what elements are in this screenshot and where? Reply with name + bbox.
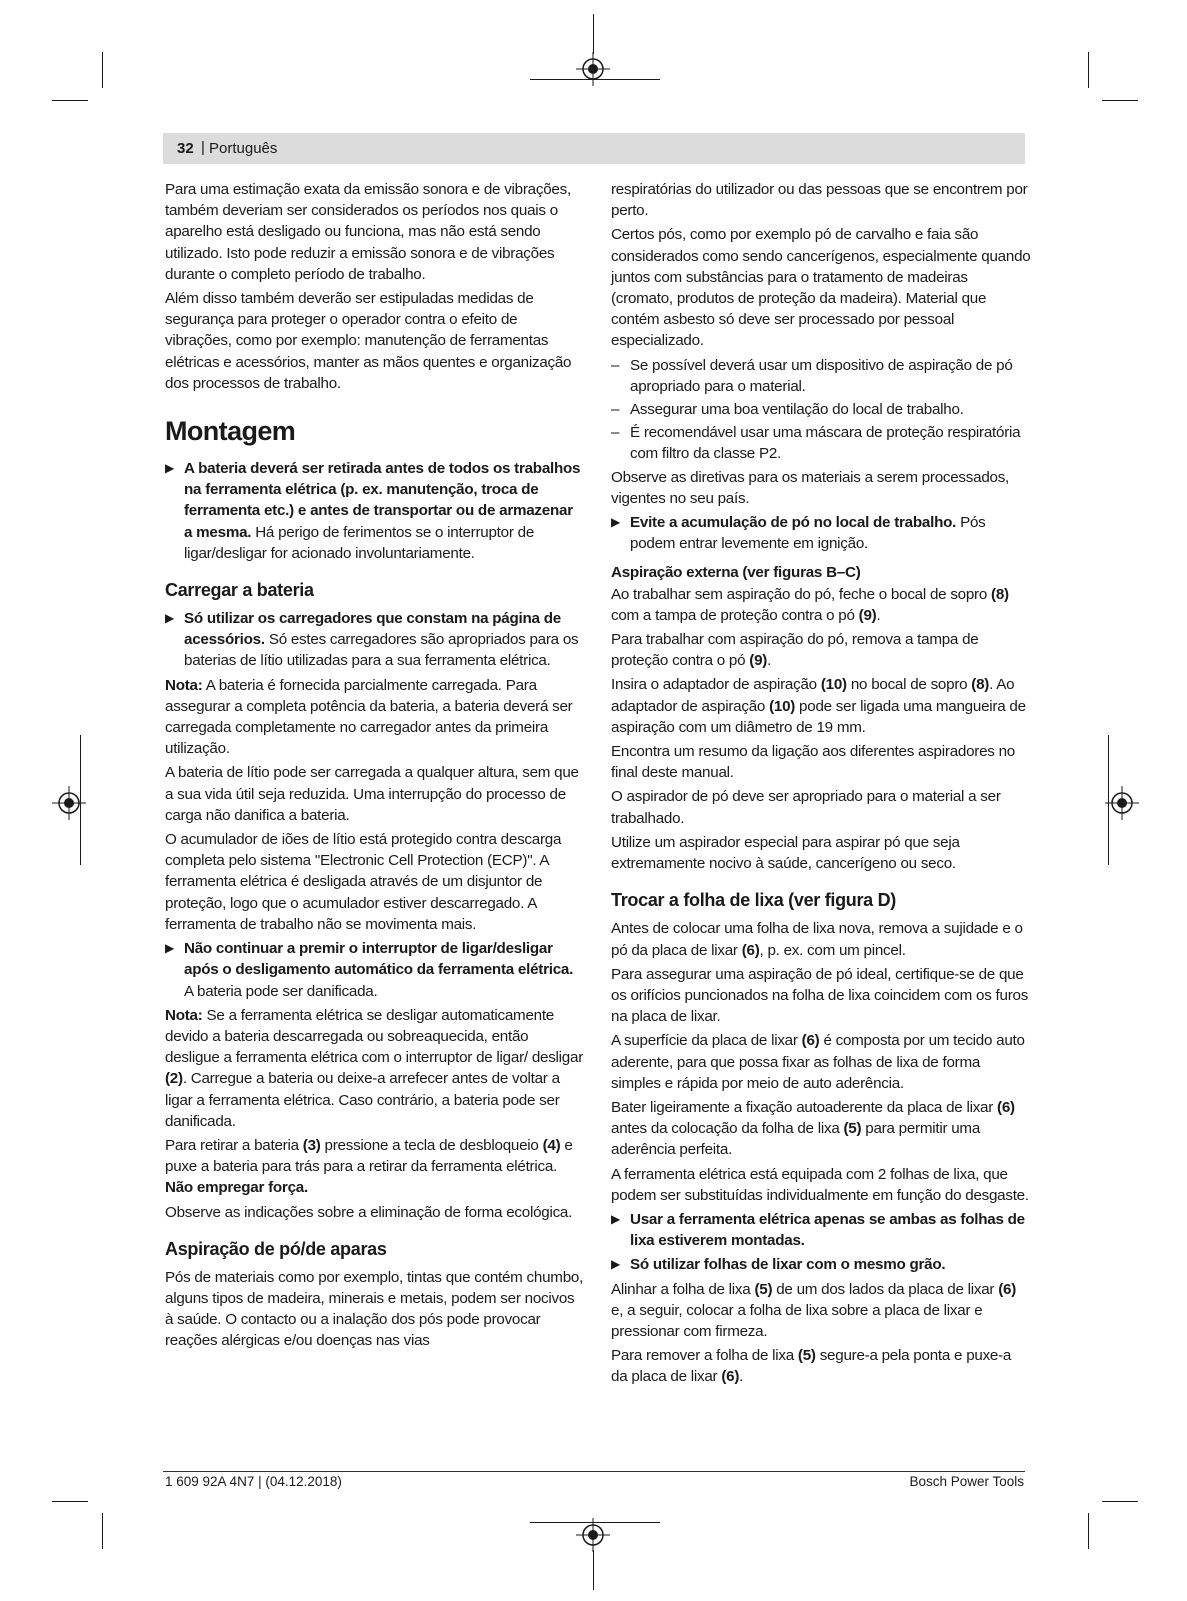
warning-bullet <box>165 458 585 564</box>
note-paragraph <box>165 675 585 760</box>
bullet-bold: Usar a ferramenta elétrica apenas se ambas as folhas de lixa estiverem montadas. <box>630 1210 1025 1250</box>
paragraph <box>611 918 1031 960</box>
paragraph: Observe as indicações sobre a eliminação de forma ecológica. <box>165 1203 573 1221</box>
dash-text: Assegurar uma boa ventilação do local de trabalho. <box>630 401 964 419</box>
bullet-text: Só estes carregadores são apropriados para os baterias de lítio utilizadas para a sua ferramenta elétrica. <box>184 631 579 670</box>
paragraph <box>611 1345 1031 1387</box>
paragraph: Para assegurar uma aspiração de pó ideal, certifique-se de que os orifícios puncionados na folha de lixa coincidem com os furos na placa de lixar. <box>611 965 1029 1026</box>
paragraph: O acumulador de iões de lítio está protegido contra descarga completa pelo sistema "Electronic Cell Protection (ECP)". A ferramenta elétrica é desligada através de um disjuntor de proteção, logo que o acumulador estiver descarregado. A ferramenta de trabalho não se movimenta mais. <box>165 831 562 933</box>
section-heading-montagem: Montagem <box>165 416 296 447</box>
text: de um dos lados da placa de lixar <box>772 1280 999 1298</box>
paragraph: Utilize um aspirador especial para aspirar pó que seja extremamente nocivo à saúde, cancerígeno ou seco. <box>611 833 960 873</box>
subheading-aspiracao: Aspiração de pó/de aparas <box>165 1238 387 1259</box>
ref-number: (2) <box>165 1070 183 1088</box>
text: Para retirar a bateria <box>165 1136 303 1154</box>
registration-line <box>593 14 594 54</box>
text: Antes de colocar uma folha de lixa nova, remova a sujidade e o pó da placa de lixar <box>611 920 1023 959</box>
header-separator: | <box>201 139 205 156</box>
dash-item <box>611 355 1031 397</box>
registration-bottom-icon <box>576 1518 610 1552</box>
paragraph <box>611 674 1031 738</box>
crop-mark <box>1088 1513 1089 1549</box>
crop-mark <box>1102 1501 1138 1502</box>
footer-divider <box>163 1471 1025 1472</box>
text: pode ser ligada uma mangueira de aspiração com um diâmetro de 19 mm. <box>611 697 1026 736</box>
paragraph: Observe as diretivas para os materiais a serem processados, vigentes no seu país. <box>611 468 1010 507</box>
paragraph: A ferramenta elétrica está equipada com 2 folhas de lixa, que podem ser substituídas individualmente em função do desgaste. <box>611 1165 1029 1204</box>
ref-number: (4) <box>542 1136 561 1154</box>
text: . <box>876 606 881 624</box>
crop-mark <box>102 1513 103 1549</box>
registration-line <box>530 1522 660 1523</box>
text: Ao trabalhar sem aspiração do pó, feche o bocal de sopro <box>611 585 992 603</box>
bullet-bold: A bateria deverá ser retirada antes de todos os trabalhos na ferramenta elétrica (p. ex. manutenção, troca de ferramenta etc.) e antes de transportar ou de armazenar a mesma. <box>184 460 581 541</box>
text: A superfície da placa de lixar <box>611 1032 802 1050</box>
note-label: Nota: <box>165 1006 203 1024</box>
paragraph: A bateria de lítio pode ser carregada a qualquer altura, sem que a sua vida útil seja reduzida. Uma interrupção do processo de carga não danifica a bateria. <box>165 764 579 824</box>
triangle-right-icon: ▶ <box>611 515 620 530</box>
paragraph <box>611 1097 1031 1161</box>
note-text: . Carregue a bateria ou deixe-a arrefecer antes de voltar a ligar a ferramenta elétrica. Caso contrário, a bateria pode ser danificada. <box>165 1070 560 1130</box>
triangle-right-icon: ▶ <box>165 461 174 476</box>
crop-mark <box>1088 52 1089 88</box>
ref-number: (10) <box>769 697 796 715</box>
bullet-bold: Só utilizar os carregadores que constam na página de acessórios. <box>184 610 561 649</box>
ref-number: (3) <box>302 1136 321 1154</box>
ref-number: (6) <box>741 941 760 959</box>
crop-mark <box>52 1501 88 1502</box>
bold-text: Não empregar força. <box>165 1179 308 1197</box>
ref-number: (9) <box>749 652 768 670</box>
paragraph <box>611 1279 1031 1343</box>
subheading-trocar: Trocar a folha de lixa (ver figura D) <box>611 890 896 911</box>
dash-item <box>611 399 1031 420</box>
warning-bullet <box>611 512 1031 554</box>
registration-line <box>530 79 660 80</box>
text: para permitir uma aderência perfeita. <box>611 1120 981 1159</box>
ref-number: (5) <box>754 1280 773 1298</box>
warning-bullet <box>165 938 585 1002</box>
dash-item <box>611 422 1031 464</box>
right-column <box>611 179 1031 1391</box>
crop-mark <box>102 52 103 88</box>
text: Bater ligeiramente a fixação autoaderente da placa de lixar <box>611 1098 998 1116</box>
subheading-carregar: Carregar a bateria <box>165 580 314 601</box>
crop-mark <box>1102 100 1138 101</box>
text: Insira o adaptador de aspiração <box>611 676 821 694</box>
triangle-right-icon: ▶ <box>611 1211 620 1226</box>
warning-bullet <box>611 1254 1031 1275</box>
note-paragraph <box>165 1005 585 1132</box>
paragraph <box>611 1030 1031 1094</box>
paragraph: respiratórias do utilizador ou das pessoas que se encontrem por perto. <box>611 181 1028 220</box>
text: e puxe a bateria para trás para a retirar da ferramenta elétrica. <box>165 1136 573 1176</box>
ref-number: (5) <box>797 1347 816 1365</box>
ref-number: (6) <box>998 1280 1017 1298</box>
footer-brand: Bosch Power Tools <box>909 1474 1024 1489</box>
footer-document-id: 1 609 92A 4N7 | (04.12.2018) <box>165 1474 342 1489</box>
left-column <box>165 179 585 1355</box>
dash-marker: – <box>611 424 620 442</box>
subheading-externa: Aspiração externa (ver figuras B–C) <box>611 564 861 582</box>
page-number: 32 <box>177 140 194 157</box>
bullet-bold: Não continuar a premir o interruptor de ligar/desligar após o desligamento automático da ferramenta elétrica. <box>184 940 574 979</box>
ref-number: (8) <box>991 585 1009 603</box>
page-header <box>163 133 1025 164</box>
text: segure-a pela ponta e puxe-a da placa de lixar <box>611 1347 1012 1386</box>
ref-number: (8) <box>971 676 990 694</box>
dash-text: Se possível deverá usar um dispositivo de aspiração de pó apropriado para o material. <box>630 356 1013 395</box>
bullet-text: Pós podem entrar levemente em ignição. <box>630 514 986 553</box>
registration-right-icon <box>1105 786 1139 820</box>
text: . <box>767 652 772 670</box>
ref-number: (5) <box>843 1120 862 1138</box>
registration-line <box>1108 735 1109 865</box>
ref-number: (6) <box>801 1032 820 1050</box>
warning-bullet <box>611 1209 1031 1251</box>
paragraph: Encontra um resumo da ligação aos diferentes aspiradores no final deste manual. <box>611 743 1015 782</box>
paragraph: O aspirador de pó deve ser apropriado para o material a ser trabalhado. <box>611 788 1001 827</box>
paragraph: Pós de materiais como por exemplo, tintas que contém chumbo, alguns tipos de madeira, minerais e metais, podem ser nocivos à saúde. O contacto ou a inalação dos pós pode provocar reações alérgicas e/ou doenças nas vias <box>165 1268 584 1350</box>
text: Para remover a folha de lixa <box>611 1347 798 1365</box>
dash-marker: – <box>611 401 620 419</box>
note-text: A bateria é fornecida parcialmente carregada. Para assegurar a completa potência da bateria, a bateria deverá ser carregada completamente no carregador antes da primeira utilização. <box>165 676 573 758</box>
registration-line <box>593 1550 594 1590</box>
text: é composta por um tecido auto aderente, para que possa fixar as folhas de lixa de forma simples e rápida por meio de auto aderência. <box>611 1032 1025 1092</box>
paragraph <box>165 1135 585 1199</box>
bullet-bold: Evite a acumulação de pó no local de trabalho. <box>630 514 957 532</box>
triangle-right-icon: ▶ <box>165 941 174 956</box>
text: . <box>739 1368 744 1386</box>
registration-top-icon <box>576 52 610 86</box>
text: , p. ex. com um pincel. <box>759 941 906 959</box>
crop-mark <box>52 100 88 101</box>
ref-number: (9) <box>858 606 877 624</box>
text: com a tampa de proteção contra o pó <box>611 606 859 624</box>
text: e, a seguir, colocar a folha de lixa sobre a placa de lixar e pressionar com firmeza. <box>611 1301 983 1340</box>
paragraph <box>611 629 1031 671</box>
ref-number: (6) <box>721 1368 740 1386</box>
text: antes da colocação da folha de lixa <box>611 1120 844 1138</box>
paragraph: Certos pós, como por exemplo pó de carvalho e faia são considerados como sendo cancerígenos, especialmente quando juntos com substâncias para o tratamento de madeiras (cromato, produtos de proteção da madeira). Material que contém asbesto só deve ser processado por pessoal especializado. <box>611 226 1031 350</box>
text: pressione a tecla de desbloqueio <box>320 1136 543 1154</box>
paragraph: Além disso também deverão ser estipuladas medidas de segurança para proteger o operador contra o efeito de vibrações, como por exemplo: manutenção de ferramentas elétricas e acessórios, manter as mãos quentes e organização dos processos de trabalho. <box>165 290 572 392</box>
header-language: Português <box>209 140 278 157</box>
paragraph <box>611 584 1031 626</box>
text: no bocal de sopro <box>846 676 972 694</box>
note-text: Se a ferramenta elétrica se desligar automaticamente devido a bateria descarregada ou sobreaquecida, então desligue a ferramenta elétrica com o interruptor de ligar/ desligar <box>165 1006 583 1067</box>
triangle-right-icon: ▶ <box>611 1257 620 1272</box>
bullet-bold: Só utilizar folhas de lixar com o mesmo grão. <box>630 1256 946 1274</box>
note-label: Nota: <box>165 676 203 694</box>
ref-number: (10) <box>820 676 847 694</box>
text: Para trabalhar com aspiração do pó, remova a tampa de proteção contra o pó <box>611 631 979 670</box>
text: . Ao adaptador de aspiração <box>611 676 1015 715</box>
paragraph: Para uma estimação exata da emissão sonora e de vibrações, também deveriam ser considerados os períodos nos quais o aparelho está desligado ou funciona, mas não está sendo utilizado. Isto pode reduzir a emissão sonora e de vibrações durante o completo período de trabalho. <box>165 181 571 283</box>
warning-bullet <box>165 608 585 672</box>
ref-number: (6) <box>997 1098 1015 1116</box>
bullet-text: Há perigo de ferimentos se o interruptor de ligar/desligar for acionado involuntariamente. <box>184 523 535 562</box>
registration-line <box>80 735 81 865</box>
text: Alinhar a folha de lixa <box>611 1280 755 1298</box>
bullet-text: A bateria pode ser danificada. <box>184 982 378 1000</box>
triangle-right-icon: ▶ <box>165 611 174 626</box>
dash-text: É recomendável usar uma máscara de proteção respiratória com filtro da classe P2. <box>630 424 1021 463</box>
dash-marker: – <box>611 356 620 374</box>
